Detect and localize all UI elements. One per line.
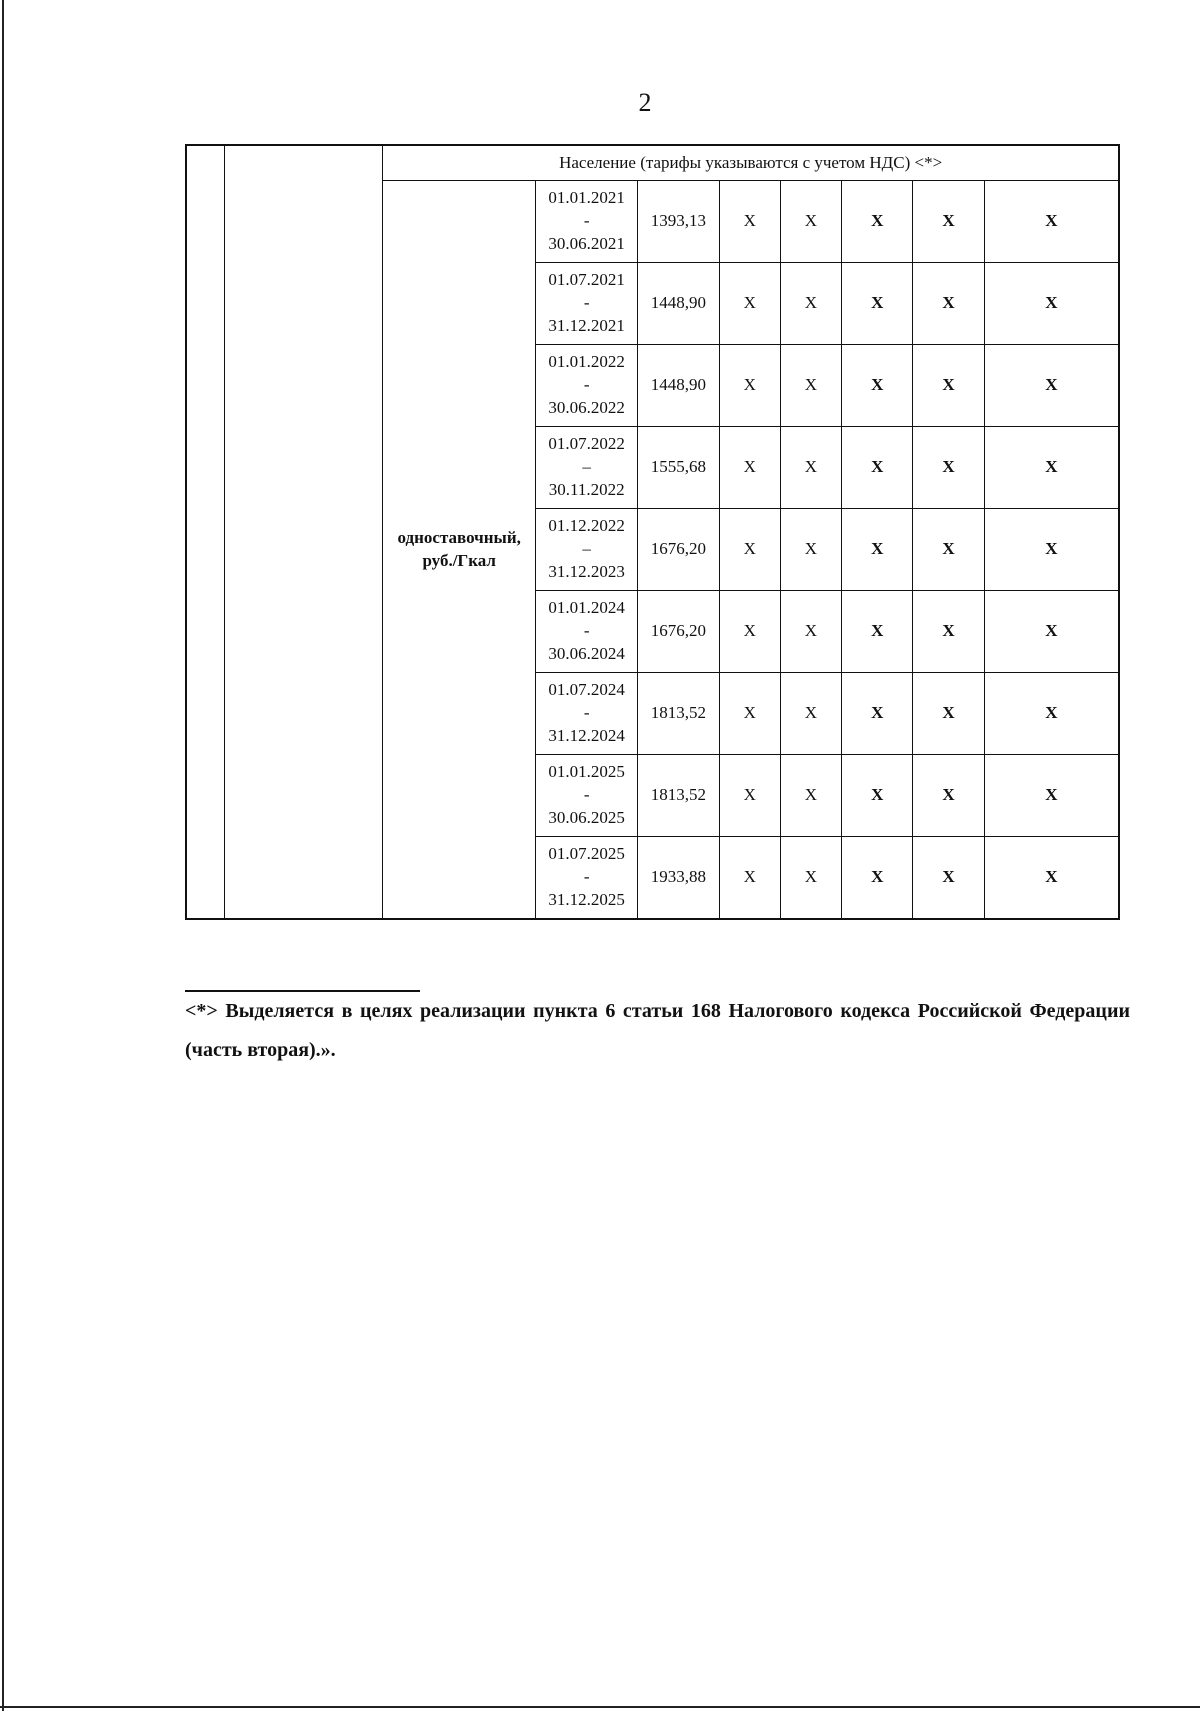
period-cell	[536, 837, 638, 920]
not-applicable-mark: Х	[719, 837, 780, 920]
period-from: 01.07.2022	[548, 434, 625, 454]
not-applicable-mark: Х	[780, 263, 841, 345]
tariff-type-cell: одноставочный, руб./Гкал	[383, 181, 536, 920]
period-sep: -	[583, 293, 590, 313]
not-applicable-mark: Х	[780, 509, 841, 591]
price-cell: 1813,52	[638, 755, 720, 837]
price-cell: 1933,88	[638, 837, 720, 920]
not-applicable-mark: Х	[984, 591, 1119, 673]
period-from: 01.07.2021	[548, 270, 625, 290]
period-from: 01.01.2025	[548, 762, 625, 782]
not-applicable-mark: Х	[984, 345, 1119, 427]
not-applicable-mark: Х	[842, 673, 913, 755]
not-applicable-mark: Х	[842, 427, 913, 509]
not-applicable-mark: Х	[984, 837, 1119, 920]
period-from: 01.07.2024	[548, 680, 625, 700]
price-cell: 1448,90	[638, 345, 720, 427]
not-applicable-mark: Х	[719, 345, 780, 427]
not-applicable-mark: Х	[719, 263, 780, 345]
period-cell	[536, 509, 638, 591]
period-sep: -	[583, 621, 590, 641]
not-applicable-mark: Х	[913, 673, 984, 755]
not-applicable-mark: Х	[780, 591, 841, 673]
price-cell: 1555,68	[638, 427, 720, 509]
not-applicable-mark: Х	[842, 837, 913, 920]
period-to: 30.11.2022	[548, 479, 625, 499]
not-applicable-mark: Х	[842, 181, 913, 263]
not-applicable-mark: Х	[780, 755, 841, 837]
not-applicable-mark: Х	[842, 509, 913, 591]
not-applicable-mark: Х	[913, 591, 984, 673]
not-applicable-mark: Х	[719, 509, 780, 591]
not-applicable-mark: Х	[984, 673, 1119, 755]
not-applicable-mark: Х	[984, 181, 1119, 263]
price-cell: 1448,90	[638, 263, 720, 345]
page-scan-edge-left	[2, 0, 4, 1711]
not-applicable-mark: Х	[913, 263, 984, 345]
period-to: 30.06.2021	[548, 233, 625, 253]
period-from: 01.01.2024	[548, 598, 625, 618]
period-sep: -	[583, 375, 590, 395]
period-cell	[536, 263, 638, 345]
period-sep: -	[583, 703, 590, 723]
not-applicable-mark: Х	[842, 345, 913, 427]
period-cell	[536, 181, 638, 263]
price-cell: 1676,20	[638, 509, 720, 591]
not-applicable-mark: Х	[719, 755, 780, 837]
not-applicable-mark: Х	[780, 673, 841, 755]
not-applicable-mark: Х	[913, 427, 984, 509]
table-header-row	[186, 145, 1119, 181]
not-applicable-mark: Х	[719, 181, 780, 263]
not-applicable-mark: Х	[913, 755, 984, 837]
period-cell	[536, 591, 638, 673]
not-applicable-mark: Х	[984, 755, 1119, 837]
period-sep: –	[582, 539, 591, 559]
period-from: 01.01.2021	[548, 188, 625, 208]
not-applicable-mark: Х	[984, 509, 1119, 591]
not-applicable-mark: Х	[780, 181, 841, 263]
period-to: 30.06.2024	[548, 643, 625, 663]
not-applicable-mark: Х	[913, 181, 984, 263]
population-header: Население (тарифы указываются с учетом НДС) <*>	[383, 145, 1119, 181]
period-to: 30.06.2025	[548, 807, 625, 827]
price-cell: 1393,13	[638, 181, 720, 263]
empty-organization-column	[225, 145, 383, 919]
not-applicable-mark: Х	[780, 837, 841, 920]
period-sep: –	[582, 457, 591, 477]
period-to: 30.06.2022	[548, 397, 625, 417]
page-scan-edge-bottom	[0, 1706, 1200, 1708]
period-from: 01.01.2022	[548, 352, 625, 372]
period-to: 31.12.2023	[548, 561, 625, 581]
not-applicable-mark: Х	[913, 509, 984, 591]
not-applicable-mark: Х	[780, 345, 841, 427]
page-number: 2	[638, 88, 652, 117]
period-cell	[536, 755, 638, 837]
not-applicable-mark: Х	[842, 591, 913, 673]
period-to: 31.12.2024	[548, 725, 625, 745]
period-sep: -	[583, 211, 590, 231]
tariff-table	[185, 144, 1120, 920]
not-applicable-mark: Х	[842, 263, 913, 345]
period-sep: -	[583, 867, 590, 887]
not-applicable-mark: Х	[984, 427, 1119, 509]
period-to: 31.12.2025	[548, 889, 625, 909]
price-cell: 1676,20	[638, 591, 720, 673]
not-applicable-mark: Х	[719, 591, 780, 673]
period-to: 31.12.2021	[548, 315, 625, 335]
not-applicable-mark: Х	[842, 755, 913, 837]
empty-number-column	[186, 145, 225, 919]
price-cell: 1813,52	[638, 673, 720, 755]
not-applicable-mark: Х	[913, 837, 984, 920]
not-applicable-mark: Х	[913, 345, 984, 427]
not-applicable-mark: Х	[984, 263, 1119, 345]
period-from: 01.12.2022	[548, 516, 625, 536]
not-applicable-mark: Х	[719, 673, 780, 755]
period-cell	[536, 673, 638, 755]
period-sep: -	[583, 785, 590, 805]
period-cell	[536, 345, 638, 427]
period-from: 01.07.2025	[548, 844, 625, 864]
not-applicable-mark: Х	[719, 427, 780, 509]
not-applicable-mark: Х	[780, 427, 841, 509]
period-cell	[536, 427, 638, 509]
footnote-text: <*> Выделяется в целях реализации пункта 6 статьи 168 Налогового кодекса Российской Федерации (часть вторая).».	[185, 1000, 1130, 1061]
